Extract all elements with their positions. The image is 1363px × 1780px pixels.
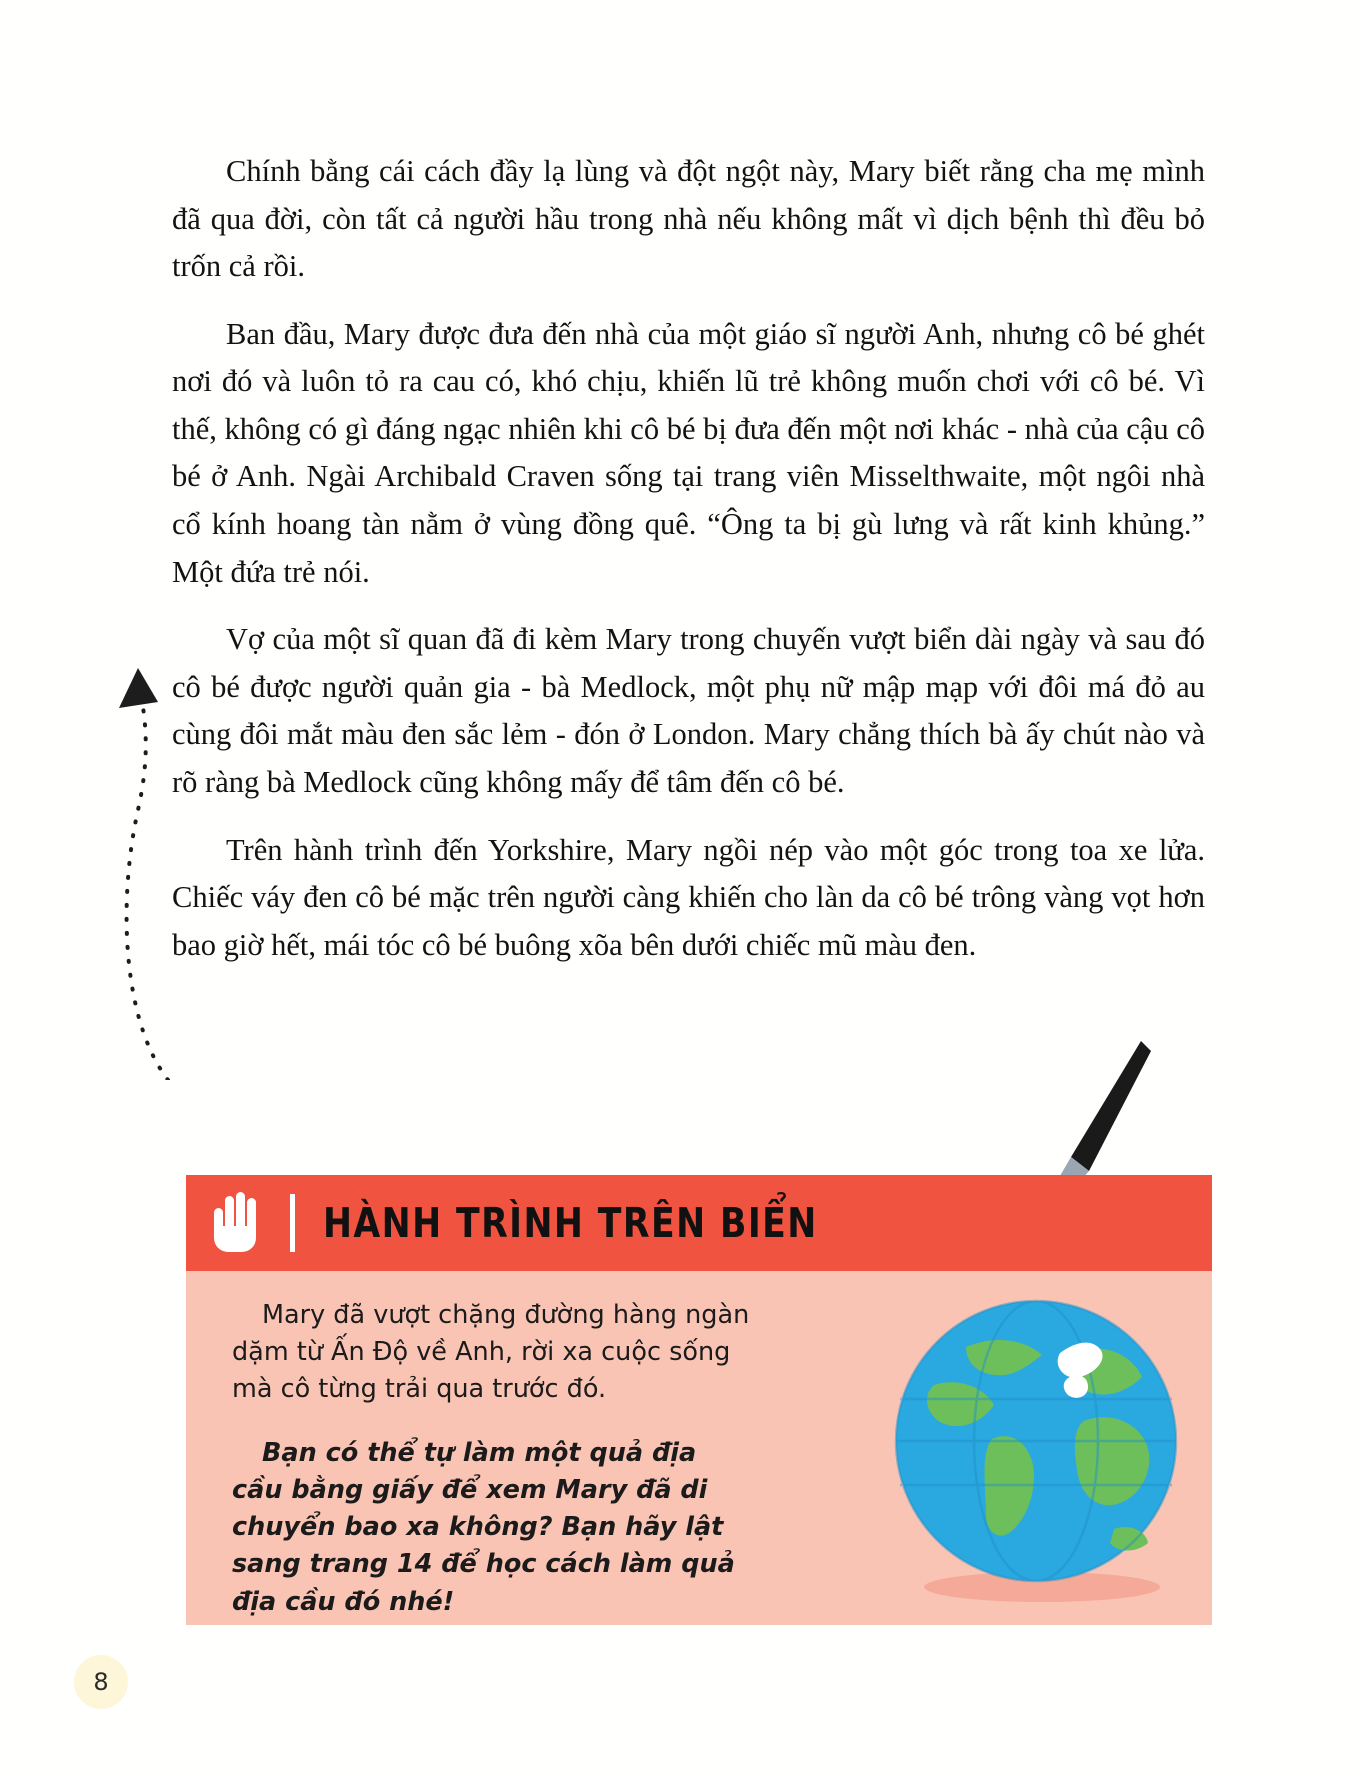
page-number: 8 — [74, 1655, 128, 1709]
activity-body — [186, 1271, 782, 1625]
body-text-block — [172, 148, 1205, 969]
paragraph: Vợ của một sĩ quan đã đi kèm Mary trong chuyến vượt biển dài ngày và sau đó cô bé được người quản gia - bà Medlock, một phụ nữ mập mạp với đôi má đỏ au cùng đôi mắt màu đen sắc lẻm - đón ở London. Mary chẳng thích bà ấy chút nào và rõ ràng bà Medlock cũng không mấy để tâm đến cô bé. — [172, 622, 1205, 799]
hand-icon — [186, 1192, 290, 1254]
paragraph: Chính bằng cái cách đầy lạ lùng và đột ngột này, Mary biết rằng cha mẹ mình đã qua đời, còn tất cả người hầu trong nhà nếu không mất vì dịch bệnh thì đều bỏ trốn cả rồi. — [172, 154, 1205, 284]
activity-callout-box — [186, 1175, 1212, 1625]
activity-title: HÀNH TRÌNH TRÊN BIỂN — [323, 1199, 818, 1247]
paragraph: Trên hành trình đến Yorkshire, Mary ngồi nép vào một góc trong toa xe lửa. Chiếc váy đen cô bé mặc trên người càng khiến cho làn da cô bé trông vàng vọt hơn bao giờ hết, mái tóc cô bé buông xõa bên dưới chiếc mũ màu đen. — [172, 832, 1205, 962]
activity-paragraph-2: Bạn có thể tự làm một quả địa cầu bằng giấy để xem Mary đã di chuyển bao xa không? Bạn hãy lật sang trang 14 để học cách làm quả địa cầu đó nhé! — [232, 1437, 735, 1617]
globe-illustration — [874, 1281, 1204, 1611]
activity-header — [186, 1175, 1212, 1271]
paragraph: Ban đầu, Mary được đưa đến nhà của một giáo sĩ người Anh, nhưng cô bé ghét nơi đó và luôn tỏ ra cau có, khó chịu, khiến lũ trẻ không muốn chơi với cô bé. Vì thế, không có gì đáng ngạc nhiên khi cô bé bị đưa đến một nơi khác - nhà của cậu cô bé ở Anh. Ngài Archibald Craven sống tại trang viên Misselthwaite, một ngôi nhà cổ kính hoang tàn nằm ở vùng đồng quê. “Ông ta bị gù lưng và rất kinh khủng.” Một đứa trẻ nói. — [172, 316, 1205, 589]
activity-paragraph-1: Mary đã vượt chặng đường hàng ngàn dặm từ Ấn Độ về Anh, rời xa cuộc sống mà cô từng trải qua trước đó. — [232, 1300, 750, 1405]
header-divider — [290, 1194, 295, 1252]
